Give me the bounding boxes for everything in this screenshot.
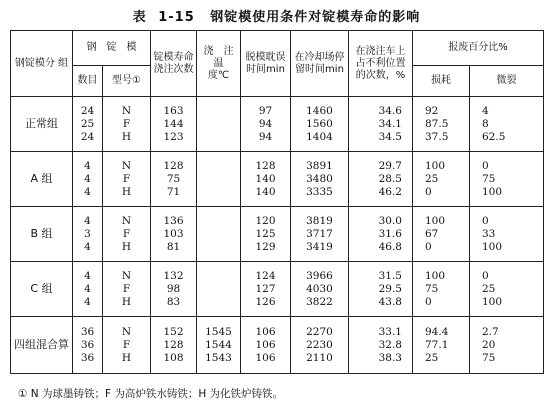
value: F (122, 338, 131, 351)
cool-cell (291, 97, 349, 152)
value: 4030 (306, 282, 333, 295)
header-pour-temp: 浇 注温 度℃ (197, 31, 241, 97)
value: 120 (255, 214, 276, 227)
value: 123 (163, 130, 184, 143)
value: F (122, 172, 131, 185)
value: F (122, 227, 131, 240)
value: 25 (425, 172, 439, 185)
value: 3717 (306, 227, 333, 240)
value: 100 (482, 240, 503, 253)
value: 106 (255, 338, 276, 351)
wear-cell (413, 207, 470, 262)
position-cell (349, 207, 413, 262)
value: 8 (482, 117, 489, 130)
position-cell (349, 152, 413, 207)
table-row (11, 262, 544, 317)
value: 36 (80, 325, 95, 338)
value: N (121, 325, 132, 338)
value: 100 (482, 295, 503, 308)
value: 0 (482, 159, 489, 172)
value: N (121, 269, 132, 282)
value: 36 (80, 338, 95, 351)
value: 2230 (306, 338, 333, 351)
value: 3966 (306, 269, 333, 282)
value: 24 (80, 130, 95, 143)
group-cell: 四组混合算 (11, 317, 73, 374)
count-cell (73, 262, 103, 317)
group-cell: C 组 (11, 262, 73, 317)
value: 34.6 (378, 104, 402, 117)
header-wear: 损耗 (413, 66, 470, 97)
value: 136 (163, 214, 184, 227)
value: 0 (425, 295, 432, 308)
value: 4 (84, 240, 91, 253)
value: 3335 (306, 185, 333, 198)
value: 29.7 (378, 159, 402, 172)
crack-cell (470, 152, 544, 207)
header-position: 在浇注车上占不利位置的次数，% (349, 31, 413, 97)
value: 100 (482, 185, 503, 198)
value: H (121, 240, 132, 253)
group-cell: A 组 (11, 152, 73, 207)
table-row (11, 317, 544, 374)
life-cell (151, 317, 197, 374)
value: 77.1 (425, 338, 449, 351)
wear-cell (413, 97, 470, 152)
crack-cell (470, 262, 544, 317)
value: 33 (482, 227, 496, 240)
strip-cell (241, 317, 291, 374)
header-strip-time: 脱模耽误时间min (241, 31, 291, 97)
cool-cell (291, 262, 349, 317)
value: 38.3 (378, 351, 402, 364)
value: 43.8 (378, 295, 402, 308)
type-cell (103, 317, 151, 374)
value: 144 (163, 117, 184, 130)
cool-cell (291, 207, 349, 262)
count-cell (73, 317, 103, 374)
value: 34.1 (378, 117, 402, 130)
table-title-label: 表 (132, 10, 147, 25)
value: 0 (482, 269, 489, 282)
group-cell: 正常组 (11, 97, 73, 152)
position-cell (349, 97, 413, 152)
value: 1560 (306, 117, 333, 130)
value: 108 (163, 351, 184, 364)
header-scrap: 报废百分比% (413, 31, 544, 66)
header-mold: 钢 锭 模 (73, 31, 151, 66)
value (199, 215, 238, 228)
value: H (121, 130, 132, 143)
value: 0 (425, 240, 432, 253)
value: 24 (80, 104, 95, 117)
value: 2110 (306, 351, 333, 364)
value: 4 (482, 104, 489, 117)
value: 31.5 (378, 269, 402, 282)
type-cell (103, 207, 151, 262)
value: 67 (425, 227, 439, 240)
strip-cell (241, 152, 291, 207)
value: 100 (425, 159, 446, 172)
data-table (10, 30, 544, 374)
value: 106 (255, 325, 276, 338)
value: 1460 (306, 104, 333, 117)
value: 140 (255, 172, 276, 185)
temp-cell (197, 152, 241, 207)
value: 125 (255, 227, 276, 240)
life-cell (151, 262, 197, 317)
temp-cell (197, 317, 241, 374)
crack-cell (470, 97, 544, 152)
value: 4 (84, 295, 91, 308)
value: 75 (425, 282, 439, 295)
value: 4 (84, 269, 91, 282)
value: 25 (80, 117, 95, 130)
type-cell (103, 152, 151, 207)
value: 126 (255, 295, 276, 308)
value: 3891 (306, 159, 333, 172)
footnote: ① N 为球墨铸铁；F 为高炉铁水铸铁；H 为化铁炉铸铁。 (18, 388, 284, 400)
value: 75 (482, 172, 496, 185)
value: 100 (425, 214, 446, 227)
value: 75 (166, 172, 181, 185)
value: 25 (482, 282, 496, 295)
wear-cell (413, 152, 470, 207)
header-count: 数目 (73, 66, 103, 97)
value: 34.5 (378, 130, 402, 143)
value: 128 (163, 159, 184, 172)
value: H (121, 295, 132, 308)
value: 28.5 (378, 172, 402, 185)
wear-cell (413, 317, 470, 374)
value: 97 (258, 104, 273, 117)
value: 1404 (306, 130, 333, 143)
value: 29.5 (378, 282, 402, 295)
value: 1544 (205, 338, 232, 351)
value: 129 (255, 240, 276, 253)
type-cell (103, 97, 151, 152)
count-cell (73, 207, 103, 262)
value: 3822 (306, 295, 333, 308)
value: 4 (84, 214, 91, 227)
value: 124 (255, 269, 276, 282)
value: 3419 (306, 240, 333, 253)
count-cell (73, 152, 103, 207)
temp-cell (197, 207, 241, 262)
value: 87.5 (425, 117, 449, 130)
value: 1543 (205, 351, 232, 364)
value: 71 (166, 185, 181, 198)
value: 20 (482, 338, 496, 351)
value: 140 (255, 185, 276, 198)
wear-cell (413, 262, 470, 317)
value (199, 270, 238, 283)
value (199, 296, 238, 309)
position-cell (349, 262, 413, 317)
value: H (121, 185, 132, 198)
value (199, 131, 238, 144)
value: 100 (425, 269, 446, 282)
life-cell (151, 152, 197, 207)
temp-cell (197, 262, 241, 317)
table-row (11, 207, 544, 262)
value: 0 (425, 185, 432, 198)
value: 37.5 (425, 130, 449, 143)
type-cell (103, 262, 151, 317)
value: 94.4 (425, 325, 449, 338)
group-cell: B 组 (11, 207, 73, 262)
table-title-text: 钢锭模使用条件对锭模寿命的影响 (210, 10, 421, 25)
value (199, 118, 238, 131)
value (199, 186, 238, 199)
value: 25 (425, 351, 439, 364)
value: N (121, 104, 132, 117)
value (199, 228, 238, 241)
table-number: 1-15 (158, 10, 195, 25)
cool-cell (291, 317, 349, 374)
value: N (121, 214, 132, 227)
value: H (121, 351, 132, 364)
value: 3819 (306, 214, 333, 227)
crack-cell (470, 207, 544, 262)
value: F (122, 282, 131, 295)
temp-cell (197, 97, 241, 152)
strip-cell (241, 262, 291, 317)
count-cell (73, 97, 103, 152)
value: 106 (255, 351, 276, 364)
value: 46.8 (378, 240, 402, 253)
value: 75 (482, 351, 496, 364)
value: 3 (84, 227, 91, 240)
table-title (0, 6, 553, 25)
value: 4 (84, 159, 91, 172)
value: 81 (166, 240, 181, 253)
position-cell (349, 317, 413, 374)
header-type: 型号① (103, 66, 151, 97)
value: 31.6 (378, 227, 402, 240)
value: 98 (166, 282, 181, 295)
value: 36 (80, 351, 95, 364)
table-row (11, 152, 544, 207)
value: F (122, 117, 131, 130)
strip-cell (241, 207, 291, 262)
value: N (121, 159, 132, 172)
value: 92 (425, 104, 439, 117)
life-cell (151, 97, 197, 152)
value: 128 (255, 159, 276, 172)
table-row (11, 97, 544, 152)
value: 127 (255, 282, 276, 295)
value: 4 (84, 172, 91, 185)
value: 1545 (205, 325, 232, 338)
value: 2270 (306, 325, 333, 338)
value (199, 241, 238, 254)
value: 33.1 (378, 325, 402, 338)
header-group: 钢锭模分 组 (11, 31, 73, 97)
value: 32.8 (378, 338, 402, 351)
value: 4 (84, 282, 91, 295)
value: 30.0 (378, 214, 402, 227)
life-cell (151, 207, 197, 262)
value: 3480 (306, 172, 333, 185)
header-cool-time: 在冷却场停留时间min (291, 31, 349, 97)
value (199, 173, 238, 186)
value: 4 (84, 185, 91, 198)
value: 163 (163, 104, 184, 117)
value: 128 (163, 338, 184, 351)
value: 94 (258, 130, 273, 143)
value: 2.7 (482, 325, 499, 338)
value (199, 160, 238, 173)
header-crack: 微裂 (470, 66, 544, 97)
value: 0 (482, 214, 489, 227)
cool-cell (291, 152, 349, 207)
value: 62.5 (482, 130, 506, 143)
value: 132 (163, 269, 184, 282)
value (199, 105, 238, 118)
crack-cell (470, 317, 544, 374)
value: 103 (163, 227, 184, 240)
value (199, 283, 238, 296)
header-life: 锭模寿命浇注次数 (151, 31, 197, 97)
value: 94 (258, 117, 273, 130)
value: 46.2 (378, 185, 402, 198)
value: 152 (163, 325, 184, 338)
value: 83 (166, 295, 181, 308)
strip-cell (241, 97, 291, 152)
